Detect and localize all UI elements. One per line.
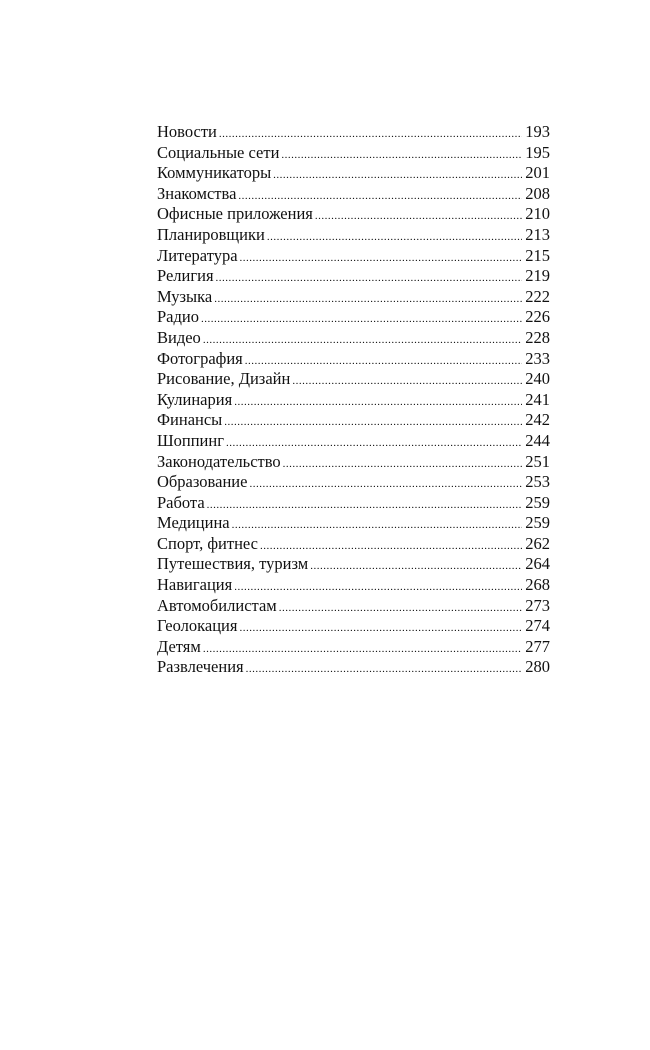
toc-entry-title: Рисование, Дизайн [157, 369, 291, 389]
toc-entry-page-number: 259 [525, 513, 550, 533]
toc-dot-leader [203, 639, 522, 660]
toc-entry-page-number: 219 [525, 266, 550, 286]
toc-entry-title: Социальные сети [157, 142, 280, 162]
toc-entry-title: Медицина [157, 513, 230, 533]
toc-dot-leader [249, 474, 522, 495]
toc-entry [157, 143, 550, 164]
toc-dot-leader [238, 186, 522, 207]
toc-entry [157, 596, 550, 617]
toc-entry [157, 369, 550, 390]
toc-entry-title: Автомобилистам [157, 595, 277, 615]
toc-entry-page-number: 201 [525, 163, 550, 183]
toc-entry-title: Геолокация [157, 616, 238, 636]
toc-entry-page-number: 208 [525, 183, 550, 203]
toc-entry [157, 493, 550, 514]
toc-dot-leader [203, 330, 522, 351]
toc-dot-leader [216, 268, 523, 289]
toc-entry-page-number: 195 [525, 142, 550, 162]
toc-entry-title: Детям [157, 636, 201, 656]
toc-entry-title: Знакомства [157, 183, 237, 203]
toc-dot-leader [214, 289, 522, 310]
toc-entry [157, 349, 550, 370]
toc-entry [157, 534, 550, 555]
toc-dot-leader [245, 351, 522, 372]
toc-dot-leader [232, 515, 523, 536]
toc-entry [157, 410, 550, 431]
toc-entry-title: Финансы [157, 410, 223, 430]
table-of-contents [157, 122, 550, 678]
toc-entry-title: Радио [157, 307, 199, 327]
toc-entry-title: Планировщики [157, 224, 265, 244]
toc-entry-page-number: 277 [525, 636, 550, 656]
toc-entry-title: Развлечения [157, 657, 244, 677]
toc-entry-page-number: 251 [525, 451, 550, 471]
toc-dot-leader [281, 145, 522, 166]
toc-dot-leader [310, 556, 522, 577]
toc-entry-title: Шоппинг [157, 430, 224, 450]
toc-entry-title: Работа [157, 492, 205, 512]
toc-dot-leader [234, 577, 522, 598]
toc-entry [157, 204, 550, 225]
toc-entry-title: Литература [157, 245, 238, 265]
toc-entry-page-number: 268 [525, 575, 550, 595]
toc-dot-leader [283, 454, 523, 475]
toc-entry [157, 616, 550, 637]
toc-entry-title: Религия [157, 266, 214, 286]
toc-entry-title: Спорт, фитнес [157, 533, 258, 553]
toc-entry [157, 328, 550, 349]
toc-entry-page-number: 274 [525, 616, 550, 636]
toc-entry-title: Видео [157, 327, 201, 347]
toc-entry-title: Путешествия, туризм [157, 554, 309, 574]
toc-entry-page-number: 222 [525, 286, 550, 306]
toc-entry-page-number: 241 [525, 389, 550, 409]
toc-dot-leader [240, 248, 523, 269]
toc-entry-page-number: 253 [525, 472, 550, 492]
toc-entry [157, 390, 550, 411]
toc-entry-title: Офисные приложения [157, 204, 313, 224]
toc-entry-page-number: 213 [525, 224, 550, 244]
toc-entry-page-number: 226 [525, 307, 550, 327]
toc-dot-leader [226, 433, 522, 454]
toc-entry-title: Коммуникаторы [157, 163, 272, 183]
toc-entry-page-number: 273 [525, 595, 550, 615]
toc-dot-leader [267, 227, 522, 248]
toc-entry [157, 225, 550, 246]
toc-entry [157, 431, 550, 452]
toc-entry [157, 554, 550, 575]
toc-dot-leader [224, 412, 522, 433]
toc-entry [157, 307, 550, 328]
toc-entry-title: Кулинария [157, 389, 233, 409]
toc-dot-leader [234, 392, 522, 413]
toc-entry-page-number: 215 [525, 245, 550, 265]
toc-entry-page-number: 244 [525, 430, 550, 450]
toc-entry-page-number: 193 [525, 122, 550, 141]
toc-dot-leader [315, 206, 522, 227]
toc-entry [157, 163, 550, 184]
toc-entry-page-number: 262 [525, 533, 550, 553]
toc-entry-page-number: 264 [525, 554, 550, 574]
toc-entry-title: Фотография [157, 348, 243, 368]
toc-dot-leader [239, 618, 522, 639]
toc-dot-leader [279, 598, 523, 619]
toc-dot-leader [207, 495, 523, 516]
toc-entry-page-number: 233 [525, 348, 550, 368]
toc-dot-leader [246, 659, 523, 680]
toc-entry-title: Законодательство [157, 451, 281, 471]
toc-entry [157, 452, 550, 473]
toc-entry-title: Образование [157, 472, 248, 492]
toc-dot-leader [273, 165, 522, 186]
toc-dot-leader [201, 309, 522, 330]
toc-entry [157, 637, 550, 658]
toc-entry [157, 246, 550, 267]
toc-entry-title: Музыка [157, 286, 213, 306]
toc-entry [157, 266, 550, 287]
toc-entry-title: Навигация [157, 575, 233, 595]
toc-entry-page-number: 228 [525, 327, 550, 347]
toc-entry-page-number: 259 [525, 492, 550, 512]
toc-entry [157, 472, 550, 493]
toc-entry-title: Новости [157, 122, 217, 141]
toc-entry [157, 287, 550, 308]
toc-entry [157, 575, 550, 596]
toc-entry-page-number: 280 [525, 657, 550, 677]
toc-entry [157, 184, 550, 205]
toc-dot-leader [292, 371, 522, 392]
toc-entry [157, 657, 550, 678]
toc-entry [157, 122, 550, 143]
toc-entry-page-number: 242 [525, 410, 550, 430]
toc-dot-leader [219, 124, 522, 145]
toc-dot-leader [260, 536, 522, 557]
toc-entry [157, 513, 550, 534]
toc-entry-page-number: 210 [525, 204, 550, 224]
toc-entry-page-number: 240 [525, 369, 550, 389]
